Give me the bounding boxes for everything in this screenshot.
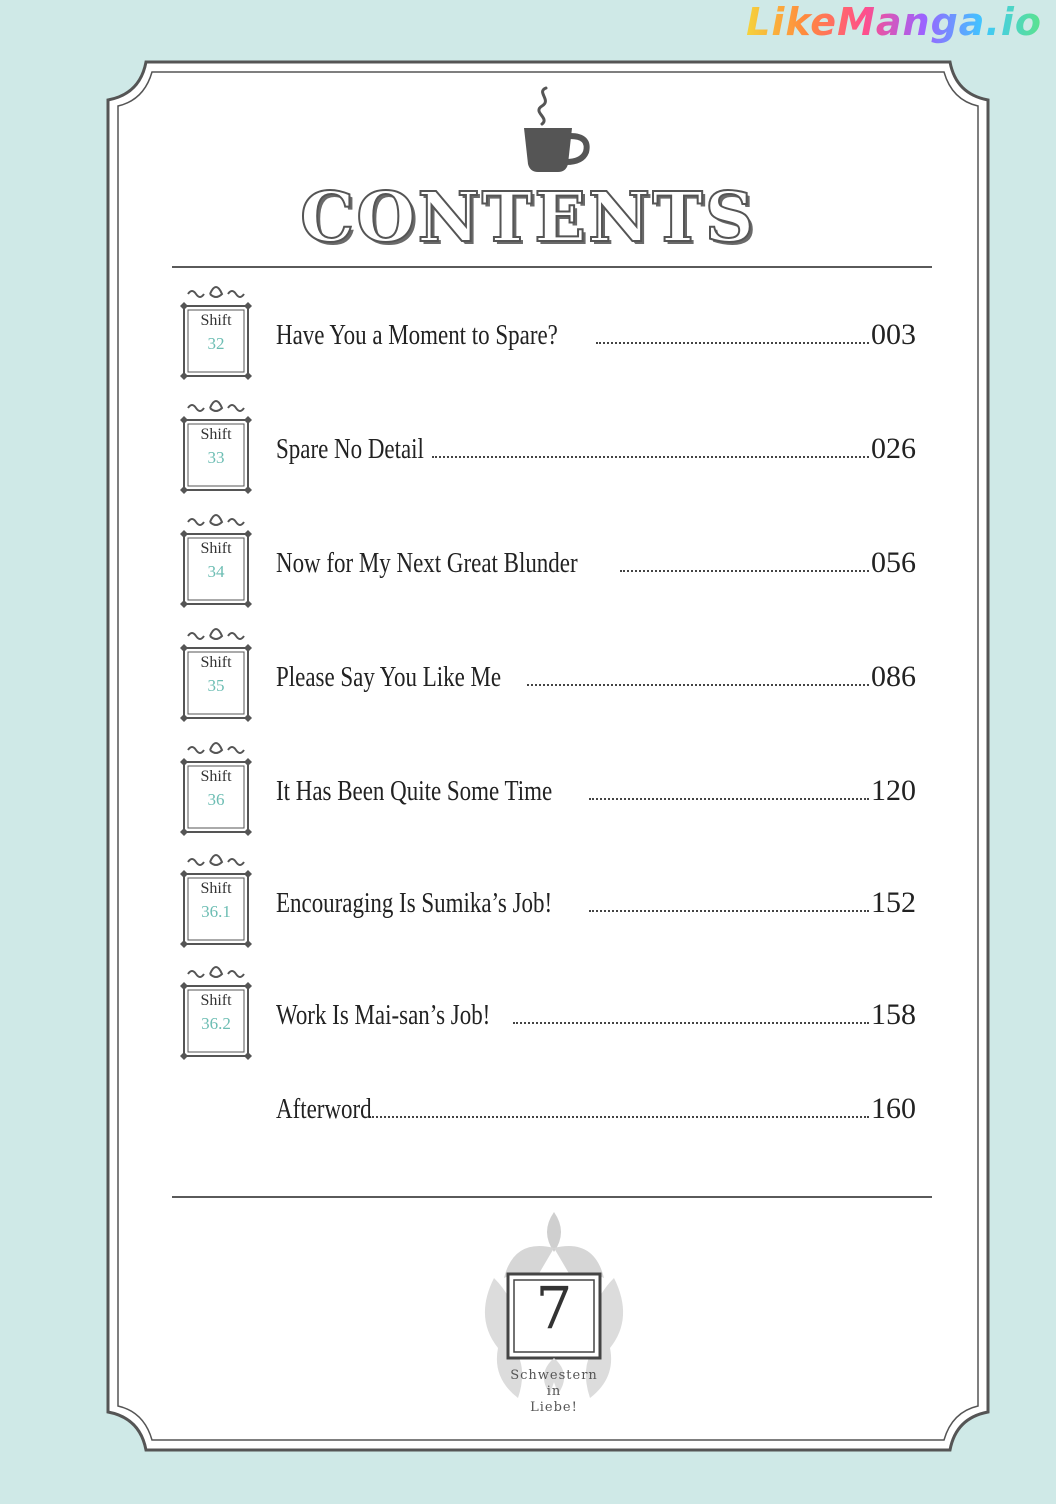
top-divider bbox=[172, 266, 932, 268]
page-number: 003 bbox=[871, 318, 916, 351]
toc-entry[interactable] bbox=[176, 852, 936, 952]
chapter-title: Please Say You Like Me bbox=[276, 662, 502, 693]
page-number: 158 bbox=[871, 998, 916, 1031]
dot-leader bbox=[620, 570, 869, 572]
dot-leader bbox=[513, 1022, 869, 1024]
shift-number: 36 bbox=[207, 790, 225, 809]
shift-badge bbox=[176, 740, 256, 840]
shift-badge bbox=[176, 512, 256, 612]
chapter-title: Afterword bbox=[276, 1094, 372, 1125]
volume-number: 7 bbox=[535, 1274, 573, 1342]
coffee-cup-icon bbox=[516, 82, 594, 182]
toc-entry[interactable] bbox=[176, 512, 936, 612]
dot-leader bbox=[527, 684, 869, 686]
shift-number: 34 bbox=[207, 562, 225, 581]
shift-number: 35 bbox=[207, 676, 225, 695]
series-title-line1: Schwestern bbox=[510, 1368, 598, 1383]
toc-line bbox=[276, 880, 916, 920]
shift-badge bbox=[176, 626, 256, 726]
bottom-divider bbox=[172, 1196, 932, 1198]
shift-label: Shift bbox=[200, 880, 232, 897]
page-number: 056 bbox=[871, 546, 916, 579]
toc-line bbox=[276, 426, 916, 466]
shift-label: Shift bbox=[200, 654, 232, 671]
toc-entry[interactable] bbox=[176, 284, 936, 384]
chapter-title: It Has Been Quite Some Time bbox=[276, 776, 553, 807]
toc-line bbox=[276, 1086, 916, 1126]
shift-label: Shift bbox=[200, 426, 232, 443]
shift-badge bbox=[176, 852, 256, 952]
series-title-line2: in bbox=[546, 1384, 562, 1399]
toc-entry[interactable] bbox=[176, 740, 936, 840]
chapter-title: Have You a Moment to Spare? bbox=[276, 320, 558, 351]
toc-entry[interactable] bbox=[176, 626, 936, 726]
shift-badge bbox=[176, 398, 256, 498]
toc-entry-afterword[interactable] bbox=[176, 1058, 936, 1158]
dot-leader bbox=[589, 910, 869, 912]
shift-number: 33 bbox=[207, 448, 225, 467]
dot-leader bbox=[369, 1116, 869, 1118]
shift-badge bbox=[176, 964, 256, 1064]
toc-line bbox=[276, 992, 916, 1032]
dot-leader bbox=[432, 456, 869, 458]
chapter-title: Now for My Next Great Blunder bbox=[276, 548, 578, 579]
shift-number: 36.2 bbox=[201, 1014, 231, 1033]
page-number: 086 bbox=[871, 660, 916, 693]
chapter-title: Spare No Detail bbox=[276, 434, 424, 465]
shift-label: Shift bbox=[200, 992, 232, 1009]
volume-emblem bbox=[474, 1208, 634, 1428]
toc-line bbox=[276, 654, 916, 694]
toc-line bbox=[276, 312, 916, 352]
toc-entry[interactable] bbox=[176, 964, 936, 1064]
site-watermark: LikeManga.io bbox=[746, 0, 1042, 44]
page-number: 120 bbox=[871, 774, 916, 807]
dot-leader bbox=[596, 342, 869, 344]
dot-leader bbox=[589, 798, 869, 800]
shift-badge bbox=[176, 284, 256, 384]
shift-number: 32 bbox=[207, 334, 225, 353]
page-number: 160 bbox=[871, 1092, 916, 1125]
chapter-title: Work Is Mai-san’s Job! bbox=[276, 1000, 491, 1031]
chapter-title: Encouraging Is Sumika’s Job! bbox=[276, 888, 553, 919]
page-number: 026 bbox=[871, 432, 916, 465]
shift-label: Shift bbox=[200, 768, 232, 785]
page-number: 152 bbox=[871, 886, 916, 919]
toc-entry[interactable] bbox=[176, 398, 936, 498]
shift-label: Shift bbox=[200, 312, 232, 329]
toc-line bbox=[276, 768, 916, 808]
contents-heading: CONTENTS bbox=[300, 178, 756, 258]
toc-line bbox=[276, 540, 916, 580]
series-title-line3: Liebe! bbox=[530, 1400, 578, 1415]
shift-label: Shift bbox=[200, 540, 232, 557]
shift-number: 36.1 bbox=[201, 902, 231, 921]
